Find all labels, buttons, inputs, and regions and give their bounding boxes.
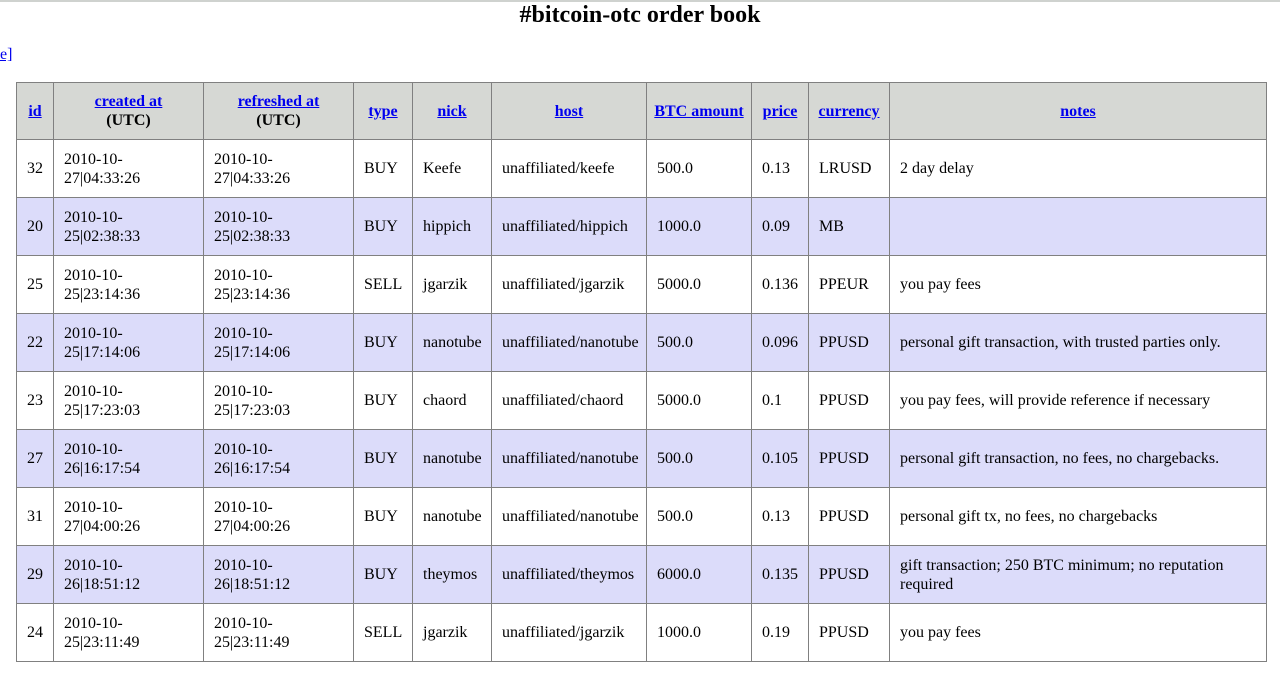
cell-created-at [54,256,204,314]
cell-type: SELL [354,604,413,662]
cell-price: 0.136 [752,256,809,314]
cell-price: 0.105 [752,430,809,488]
header-nick [413,83,492,140]
sort-currency-link[interactable]: currency [818,102,880,120]
refreshed-at-time: 25|17:14:06 [214,343,291,361]
cell-id: 25 [17,256,54,314]
cell-created-at [54,198,204,256]
sort-btc-amount-link[interactable]: BTC amount [654,102,744,120]
cell-refreshed-at [204,488,354,546]
refreshed-at-time: 25|23:14:36 [214,285,291,303]
cell-nick: nanotube [413,488,492,546]
cell-notes: 2 day delay [890,140,1267,198]
cell-currency: MB [809,198,890,256]
cell-created-at [54,372,204,430]
cell-currency: PPEUR [809,256,890,314]
table-header-row [17,83,1267,140]
cell-currency: LRUSD [809,140,890,198]
refreshed-at-time: 27|04:33:26 [214,169,291,187]
sort-host-link[interactable]: host [554,102,584,120]
cell-nick: jgarzik [413,256,492,314]
cell-created-at [54,604,204,662]
cell-type: BUY [354,314,413,372]
sort-notes-link[interactable]: notes [1060,102,1096,120]
created-at-date: 2010-10- [64,266,123,284]
cell-currency: PPUSD [809,314,890,372]
created-at-time: 25|17:23:03 [64,401,141,419]
cell-nick: nanotube [413,430,492,488]
cell-price: 0.1 [752,372,809,430]
created-at-time: 26|18:51:12 [64,575,141,593]
cell-notes: you pay fees, will provide reference if necessary [890,372,1267,430]
header-currency [809,83,890,140]
order-book-table [16,82,1267,662]
cell-nick: hippich [413,198,492,256]
created-at-date: 2010-10- [64,614,123,632]
cell-type: BUY [354,488,413,546]
cell-host: unaffiliated/nanotube [492,314,647,372]
cell-host: unaffiliated/chaord [492,372,647,430]
edge-link[interactable]: e] [0,46,13,63]
table-row [17,430,1267,488]
cell-refreshed-at [204,372,354,430]
refreshed-at-date: 2010-10- [214,208,273,226]
header-type [354,83,413,140]
cell-notes: personal gift transaction, with trusted parties only. [890,314,1267,372]
cell-id: 20 [17,198,54,256]
cell-created-at [54,488,204,546]
cell-price: 0.09 [752,198,809,256]
cell-refreshed-at [204,546,354,604]
cell-notes: gift transaction; 250 BTC minimum; no reputation required [890,546,1267,604]
cell-created-at [54,546,204,604]
cell-host: unaffiliated/jgarzik [492,604,647,662]
cell-id: 22 [17,314,54,372]
created-at-time: 25|23:14:36 [64,285,141,303]
refreshed-at-date: 2010-10- [214,150,273,168]
cell-btc-amount: 1000.0 [647,198,752,256]
header-btc-amount [647,83,752,140]
cell-price: 0.135 [752,546,809,604]
refreshed-at-date: 2010-10- [214,498,273,516]
created-at-time: 26|16:17:54 [64,459,141,477]
sort-type-link[interactable]: type [368,102,398,120]
cell-btc-amount: 500.0 [647,488,752,546]
table-row [17,604,1267,662]
sort-price-link[interactable]: price [762,102,798,120]
cell-notes: personal gift transaction, no fees, no chargebacks. [890,430,1267,488]
cell-nick: chaord [413,372,492,430]
header-host [492,83,647,140]
refreshed-at-date: 2010-10- [214,556,273,574]
header-notes [890,83,1267,140]
refreshed-at-date: 2010-10- [214,382,273,400]
cell-refreshed-at [204,430,354,488]
cell-host: unaffiliated/theymos [492,546,647,604]
cell-id: 24 [17,604,54,662]
table-row [17,314,1267,372]
cell-price: 0.096 [752,314,809,372]
refreshed-at-time: 25|02:38:33 [214,227,291,245]
cell-btc-amount: 6000.0 [647,546,752,604]
cell-type: BUY [354,140,413,198]
table-row [17,372,1267,430]
cell-refreshed-at [204,140,354,198]
cell-host: unaffiliated/hippich [492,198,647,256]
cell-notes: personal gift tx, no fees, no chargebacks [890,488,1267,546]
cell-nick: theymos [413,546,492,604]
table-row [17,546,1267,604]
cell-btc-amount: 500.0 [647,314,752,372]
refreshed-at-time: 26|18:51:12 [214,575,291,593]
created-at-time: 25|02:38:33 [64,227,141,245]
cell-btc-amount: 5000.0 [647,372,752,430]
cell-currency: PPUSD [809,488,890,546]
created-at-date: 2010-10- [64,150,123,168]
cell-type: BUY [354,198,413,256]
cell-notes [890,198,1267,256]
cell-host: unaffiliated/keefe [492,140,647,198]
cell-created-at [54,430,204,488]
cell-id: 23 [17,372,54,430]
header-price [752,83,809,140]
refreshed-at-time: 25|23:11:49 [214,633,290,651]
refreshed-at-date: 2010-10- [214,324,273,342]
header-created-at-unit: (UTC) [106,112,151,129]
sort-nick-link[interactable]: nick [437,102,467,120]
cell-currency: PPUSD [809,546,890,604]
refreshed-at-time: 25|17:23:03 [214,401,291,419]
cell-host: unaffiliated/nanotube [492,488,647,546]
cell-notes: you pay fees [890,604,1267,662]
table-row [17,198,1267,256]
cell-id: 32 [17,140,54,198]
refreshed-at-date: 2010-10- [214,614,273,632]
created-at-date: 2010-10- [64,498,123,516]
cell-created-at [54,314,204,372]
cell-price: 0.13 [752,488,809,546]
edge-link-fragment[interactable] [0,45,12,65]
cell-nick: nanotube [413,314,492,372]
cell-currency: PPUSD [809,430,890,488]
header-created-at [54,83,204,140]
created-at-time: 27|04:33:26 [64,169,141,187]
cell-refreshed-at [204,314,354,372]
created-at-time: 27|04:00:26 [64,517,141,535]
sort-created-at-link[interactable]: created at [94,93,163,110]
sort-refreshed-at-link[interactable]: refreshed at [237,93,320,110]
table-row [17,256,1267,314]
created-at-time: 25|17:14:06 [64,343,141,361]
created-at-date: 2010-10- [64,440,123,458]
cell-host: unaffiliated/nanotube [492,430,647,488]
cell-btc-amount: 1000.0 [647,604,752,662]
refreshed-at-time: 27|04:00:26 [214,517,291,535]
cell-type: BUY [354,430,413,488]
cell-btc-amount: 500.0 [647,430,752,488]
cell-host: unaffiliated/jgarzik [492,256,647,314]
cell-type: BUY [354,372,413,430]
header-refreshed-at [204,83,354,140]
table-row [17,488,1267,546]
cell-created-at [54,140,204,198]
cell-refreshed-at [204,604,354,662]
header-id [17,83,54,140]
cell-refreshed-at [204,198,354,256]
page-title: #bitcoin-otc order book [519,2,761,28]
cell-id: 27 [17,430,54,488]
cell-nick: jgarzik [413,604,492,662]
cell-currency: PPUSD [809,372,890,430]
cell-type: BUY [354,546,413,604]
refreshed-at-date: 2010-10- [214,440,273,458]
cell-id: 29 [17,546,54,604]
created-at-time: 25|23:11:49 [64,633,140,651]
created-at-date: 2010-10- [64,382,123,400]
order-rows [17,140,1267,662]
cell-type: SELL [354,256,413,314]
cell-price: 0.13 [752,140,809,198]
cell-nick: Keefe [413,140,492,198]
table-row [17,140,1267,198]
cell-btc-amount: 500.0 [647,140,752,198]
cell-id: 31 [17,488,54,546]
created-at-date: 2010-10- [64,208,123,226]
cell-currency: PPUSD [809,604,890,662]
cell-price: 0.19 [752,604,809,662]
cell-notes: you pay fees [890,256,1267,314]
refreshed-at-time: 26|16:17:54 [214,459,291,477]
header-refreshed-at-unit: (UTC) [256,112,301,129]
cell-btc-amount: 5000.0 [647,256,752,314]
cell-refreshed-at [204,256,354,314]
created-at-date: 2010-10- [64,324,123,342]
sort-id-link[interactable]: id [28,102,42,120]
created-at-date: 2010-10- [64,556,123,574]
refreshed-at-date: 2010-10- [214,266,273,284]
